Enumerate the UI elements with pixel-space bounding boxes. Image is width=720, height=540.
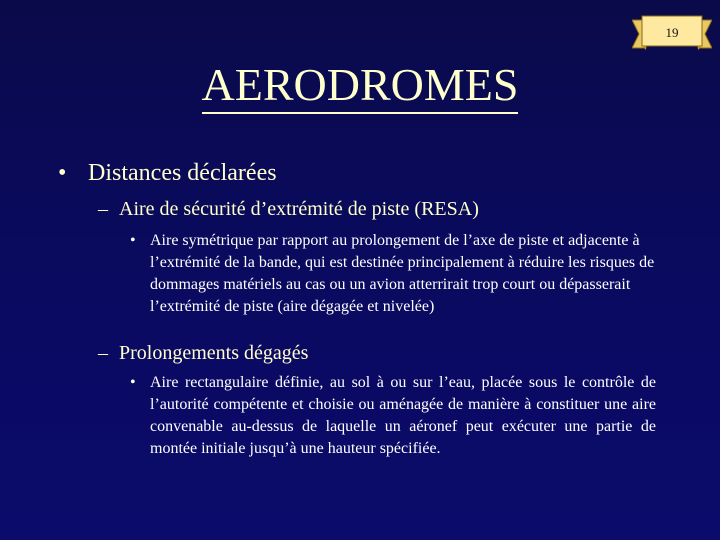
slide-title-text: AERODROMES: [202, 59, 519, 114]
sub-bullet-prolongements: [98, 342, 308, 365]
page-number-badge: [632, 12, 712, 54]
bullet-dot: •: [58, 160, 67, 186]
bullet-distances-text: Distances déclarées: [88, 160, 277, 186]
point-prolongements-text: Aire rectangulaire définie, au sol à ou sur l’eau, placée sous le contrôle de l’autorité compétente et choisie ou aménagée de manière à constituer une aire convenable au-dessus de laquelle un aéronef peut exécuter une partie de montée initiale jusqu’à une hauteur spécifiée.: [150, 374, 656, 457]
point-resa-text: Aire symétrique par rapport au prolongement de l’axe de piste et adjacente à l’extrémité de la bande, qui est destinée principalement à réduire les risques de dommages matériels au cas ou un avion atterrirait trop court ou dépasserait l’extrémité de piste (aire dégagée et nivelée): [150, 232, 655, 315]
page-number: 19: [665, 25, 679, 40]
sub-bullet-dash: –: [98, 342, 108, 364]
point-prolongements: [130, 372, 656, 460]
point-bullet: •: [130, 232, 136, 249]
sub-bullet-resa-text: Aire de sécurité d’extrémité de piste (RESA): [119, 198, 479, 220]
point-resa: [130, 230, 656, 318]
sub-bullet-prolongements-text: Prolongements dégagés: [119, 342, 309, 364]
sub-bullet-dash: –: [98, 198, 108, 220]
slide-title: [0, 59, 720, 110]
sub-bullet-resa: [98, 198, 479, 221]
point-bullet: •: [130, 374, 136, 391]
bullet-distances: [58, 160, 277, 187]
